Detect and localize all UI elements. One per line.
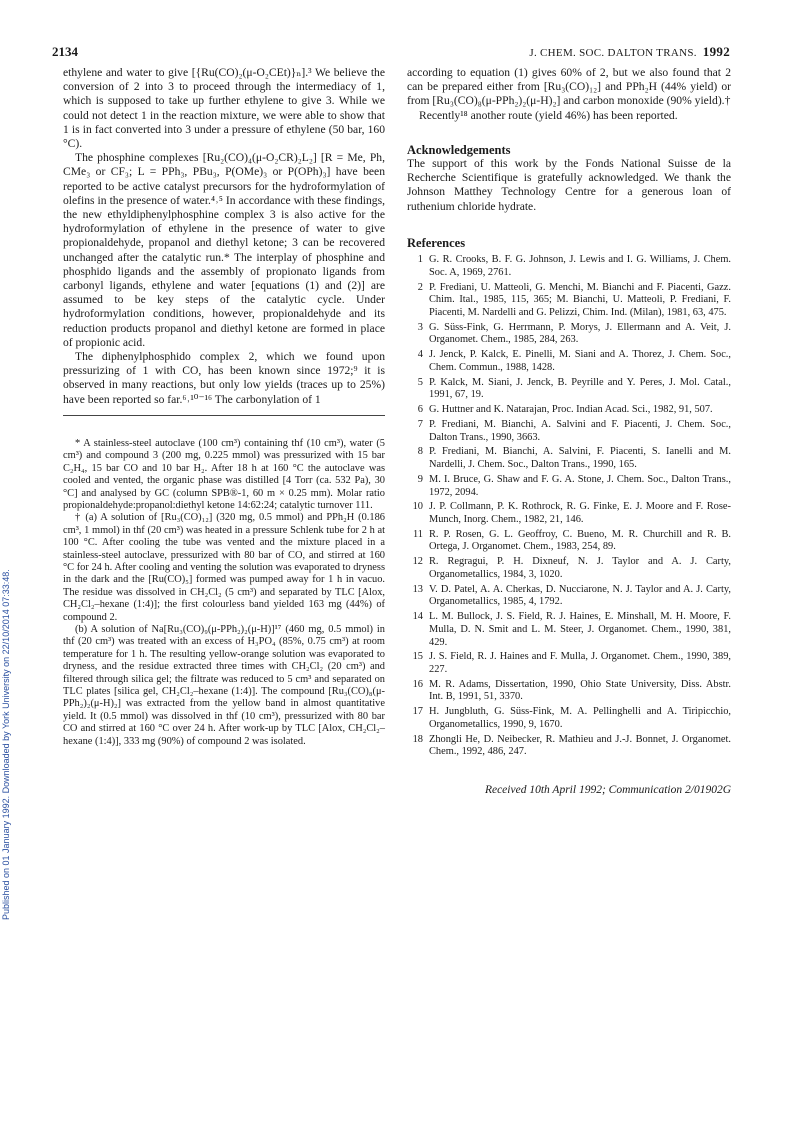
reference-item [407, 474, 731, 499]
reference-item [407, 584, 731, 609]
journal-year: 1992 [702, 44, 730, 59]
reference-text: P. Frediani, M. Bianchi, A. Salvini, F. Piacenti, S. Ianelli and M. Nardelli, J. Chem. Soc., Dalton Trans., 1990, 165. [429, 446, 731, 471]
reference-text: G. Huttner and K. Natarajan, Proc. Indian Acad. Sci., 1982, 91, 507. [429, 404, 713, 416]
reference-item [407, 419, 731, 444]
journal-name: J. CHEM. SOC. DALTON TRANS. [529, 47, 697, 59]
reference-text: M. R. Adams, Dissertation, 1990, Ohio State University, Diss. Abstr. Int. B, 1991, 51, 3370. [429, 678, 731, 703]
reference-text: Zhongli He, D. Neibecker, R. Mathieu and J.-J. Bonnet, J. Organomet. Chem., 1992, 486, 247. [429, 733, 731, 758]
reference-text: G. Süss-Fink, G. Herrmann, P. Morys, J. Ellermann and A. Veit, J. Organomet. Chem., 1985, 284, 263. [429, 321, 731, 346]
reference-number: 8 [417, 446, 423, 458]
reference-item [407, 404, 731, 417]
reference-number: 17 [412, 706, 423, 718]
acknowledgements-text: The support of this work by the Fonds National Suisse de la Recherche Scientifique is gratefully acknowledged. We thank the Johnson Matthey Technology Centre for a generous loan of ruthenium chloride hydrate. [407, 157, 731, 213]
page-number: 2134 [52, 44, 78, 59]
received-date: Received 10th April 1992; Communication 2/01902G [484, 784, 731, 797]
reference-text: J. P. Collmann, P. K. Rothrock, R. G. Finke, E. J. Moore and F. Rose-Munch, Inorg. Chem., 1982, 21, 146. [429, 501, 731, 525]
reference-number: 10 [412, 501, 423, 513]
reference-number: 6 [417, 404, 423, 416]
reference-item [407, 254, 731, 279]
reference-number: 3 [417, 321, 423, 333]
download-watermark [1, 200, 15, 920]
reference-text: J. Jenck, P. Kalck, E. Pinelli, M. Siani and A. Thorez, J. Chem. Soc., Chem. Commun., 1988, 1428. [429, 349, 731, 373]
reference-item [407, 611, 731, 649]
reference-item [407, 706, 731, 731]
reference-text: P. Kalck, M. Siani, J. Jenck, B. Peyrille and Y. Peres, J. Mol. Catal., 1991, 67, 19. [429, 376, 731, 401]
reference-number: 9 [417, 473, 423, 485]
reference-number: 13 [412, 583, 423, 595]
reference-number: 11 [412, 528, 423, 540]
reference-text: P. Frediani, U. Matteoli, G. Menchi, M. Bianchi and F. Piacenti, Gazz. Chim. Ital., 1985, 115, 365; M. Bianchi, U. Matteoli, P. Frediani, F. Piacenti, M. Nardelli and G. Pelizzi, Chim. Ind. (Milan), 1981, 63, 475. [429, 281, 731, 318]
journal-header [529, 44, 730, 60]
reference-list [407, 254, 731, 759]
footnote: * A stainless-steel autoclave (100 cm³) containing thf (10 cm³), water (5 cm³) and compound 3 (200 mg, 0.225 mmol) was pressurized with 15 bar C₂H₄, 15 bar CO and 10 bar H₂. After 18 h at 160 °C the autoclave was cooled and vented, the organic phase was distilled [4 Torr (ca. 532 Pa), 30 °C] and analysed by GC (column SPB®-1, 60 m × 0.25 mm). Molar ratio propionaldehyde:propanol:diethyl ketone 14:62:24; catalytic turnover 111. [63, 437, 385, 511]
reference-item [407, 679, 731, 704]
reference-number: 14 [412, 611, 423, 623]
reference-item [407, 349, 731, 374]
reference-number: 16 [412, 678, 423, 690]
reference-item [407, 529, 731, 554]
reference-item [407, 446, 731, 471]
reference-item [407, 734, 731, 759]
reference-text: P. Frediani, M. Bianchi, A. Salvini and F. Piacenti, J. Chem. Soc., Dalton Trans., 1990, 3663. [429, 418, 731, 443]
reference-text: J. S. Field, R. J. Haines and F. Mulla, J. Organomet. Chem., 1990, 389, 227. [429, 651, 731, 675]
reference-item [407, 322, 731, 347]
body-paragraph: ethylene and water to give [{Ru(CO)₂(μ-O₂CEt)}ₙ].³ We believe the conversion of 2 into 3 to proceed through the intermediacy of 1, which is supposed to take up further ethylene to give 3. While we could not detect 1 in the reaction mixture, we were able to show that 1 is in fact converted into 3 under a pressure of ethylene (50 bar, 160 °C). [63, 66, 385, 151]
footnote-divider [63, 415, 385, 416]
body-paragraph: The phosphine complexes [Ru₂(CO)₄(μ-O₂CR)₂L₂] [R = Me, Ph, CMe₃ or CF₃; L = PPh₃, PBu₃, P(OMe)₃ or P(OPh)₃] have been reported to be active catalyst precursors for the hydroformylation of olefins in the presence of water.⁴˒⁵ In accordance with these findings, the new ethyldiphenylphosphine complex 3 is also active for the hydroformylation of ethylene in the presence of water to give propionaldehyde, propanol and diethyl ketone; 3 can be recovered unchanged after the catalytic run.* The interplay of phosphine and phosphido ligands and the assembly of propionato ligands from carbonyl ligands, ethylene and water [equations (1) and (2)] are assumed to be key steps of the catalytic cycle. Under hydroformylation conditions, however, propionaldehyde and its reduction products propanol and diethyl ketone are formed in place of propionic acid. [63, 151, 385, 349]
reference-item [407, 377, 731, 402]
reference-item [407, 556, 731, 581]
reference-text: R. Regragui, P. H. Dixneuf, N. J. Taylor and A. J. Carty, Organometallics, 1984, 3, 1020. [429, 556, 731, 580]
reference-number: 15 [412, 651, 423, 663]
reference-text: V. D. Patel, A. A. Cherkas, D. Nucciarone, N. J. Taylor and A. J. Carty, Organometallics, 1985, 4, 1792. [429, 583, 731, 608]
right-column [407, 66, 731, 797]
left-column [63, 66, 385, 748]
references-heading: References [407, 235, 466, 250]
reference-number: 2 [417, 281, 423, 293]
footnotes [63, 438, 385, 748]
footnote: † (a) A solution of [Ru₃(CO)₁₂] (320 mg, 0.5 mmol) and PPh₂H (0.186 cm³, 1 mmol) in thf (20 cm³) was heated in a pressure Schlenk tube for 2 h at 100 °C. After cooling the tube was vented and the mixture placed in a stainless-steel autoclave, pressurized with 80 bar of CO, and stirred at 160 °C for 24 h. After cooling and venting the solution was evaporated to dryness in the dark and the [Ru(CO)₅] formed was pumped away for 1 h in vacuo. The residue was dissolved in CH₂Cl₂ (5 cm³) and separated by TLC [Alox, CH₂Cl₂–hexane (1:4)]; the first colourless band yielded 163 mg (44%) of compound 2. [63, 512, 385, 623]
reference-number: 12 [412, 556, 423, 568]
body-paragraph: The diphenylphosphido complex 2, which we found upon pressurizing of 1 with CO, has been known since 1972;⁹ it is observed in many reactions, but only low yields (traces up to 25%) have been reported so far.⁶˒¹⁰⁻¹⁶ The carbonylation of 1 [63, 350, 385, 406]
body-paragraph: according to equation (1) gives 60% of 2, but we also found that 2 can be prepared either from [Ru₃(CO)₁₂] and PPh₂H (44% yield) or from [Ru₃(CO)₈(μ-PPh₂)₂(μ-H)₂] and carbon monoxide (90% yield).† [407, 66, 731, 108]
reference-text: M. I. Bruce, G. Shaw and F. G. A. Stone, J. Chem. Soc., Dalton Trans., 1972, 2094. [429, 473, 731, 498]
reference-item [407, 501, 731, 526]
reference-text: G. R. Crooks, B. F. G. Johnson, J. Lewis and I. G. Williams, J. Chem. Soc. A, 1969, 2761. [429, 254, 731, 278]
footnote: (b) A solution of Na[Ru₃(CO)₉(μ-PPh₂)₂(μ-H)]¹⁷ (460 mg, 0.5 mmol) in thf (20 cm³) was treated with an excess of H₃PO₄ (85%, 0.75 cm³) at room temperature for 1 h. The resulting yellow-orange solution was evaporated to dryness, and the residue extracted three times with CH₂Cl₂ (20 cm³) and filtered through silica gel; the filtrate was reduced to 5 cm³ and separated on TLC plates [silica gel, CH₂Cl₂–hexane (1:4)]. The compound [Ru₃(CO)₈(μ-PPh₂)₂(μ-H)₂] was extracted from the yellow band in almost quantitative yield. It (0.5 mmol) was dissolved in thf (10 cm³), pressurized with 80 bar CO and stirred at 160 °C over 24 h. After work-up by TLC [Alox, CH₂Cl₂–hexane (1:4)], 333 mg (90%) of compound 2 was isolated. [63, 623, 385, 747]
download-notice-link[interactable]: Published on 01 January 1992. Downloaded by York University on 22/10/2014 07:33:48. [1, 569, 11, 920]
reference-text: L. M. Bullock, J. S. Field, R. J. Haines, E. Minshall, M. H. Moore, F. Mulla, D. N. Smit and L. M. Steer, J. Organomet. Chem., 1990, 381, 429. [429, 611, 731, 648]
reference-text: H. Jungbluth, G. Süss-Fink, M. A. Pellinghelli and A. Tiripicchio, Organometallics, 1990, 9, 1670. [429, 706, 731, 730]
reference-number: 7 [417, 418, 423, 430]
reference-number: 5 [417, 376, 423, 388]
reference-number: 1 [417, 254, 423, 266]
reference-item [407, 651, 731, 676]
reference-number: 18 [412, 733, 423, 745]
body-paragraph: Recently¹⁸ another route (yield 46%) has been reported. [419, 108, 678, 122]
reference-item [407, 282, 731, 320]
acknowledgements-heading: Acknowledgements [407, 142, 511, 157]
reference-number: 4 [417, 349, 423, 361]
reference-text: R. P. Rosen, G. L. Geoffroy, C. Bueno, M. R. Churchill and R. B. Ortega, J. Organomet. Chem., 1983, 254, 89. [429, 528, 731, 553]
